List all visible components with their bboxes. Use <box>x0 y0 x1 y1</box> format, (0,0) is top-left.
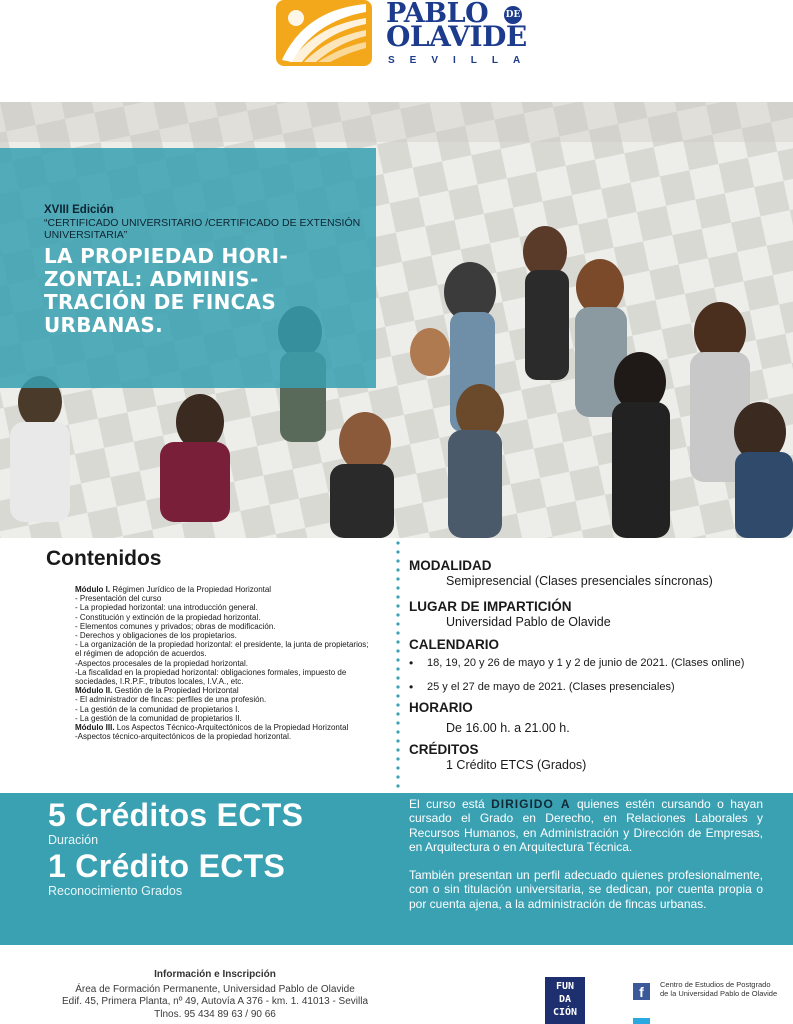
contents-text: - Derechos y obligaciones de los propietarios. <box>75 631 237 641</box>
divider-dot <box>396 694 399 697</box>
contents-text: - El administrador de fincas: perfiles de una profesión. <box>75 695 267 705</box>
contents-line <box>75 695 376 704</box>
divider-dot <box>396 640 399 643</box>
divider-dot <box>396 685 399 688</box>
contents-text: -Aspectos procesales de la propiedad horizontal. <box>75 658 248 668</box>
course-title-line: URBANAS. <box>44 313 163 337</box>
contents-line <box>75 659 376 668</box>
logo-sevilla: SEVILLA <box>388 55 536 66</box>
contents-line <box>75 705 376 714</box>
divider-dot <box>396 550 399 553</box>
calendario-heading: CALENDARIO <box>409 637 499 652</box>
divider-dot <box>396 739 399 742</box>
contents-text: Los Aspectos Técnico-Arquitectónicos de la Propiedad Horizontal <box>114 723 349 733</box>
target-audience <box>409 797 763 911</box>
module-label: Módulo III. <box>75 723 115 733</box>
divider-dot <box>396 568 399 571</box>
course-title-line: LA PROPIEDAD HORI- <box>44 244 288 268</box>
divider-dot <box>396 784 399 787</box>
divider-dot <box>396 622 399 625</box>
contents-text: - Presentación del curso <box>75 594 162 604</box>
contents-text: Gestión de la Propiedad Horizontal <box>112 686 239 696</box>
contents-text: -La fiscalidad en la propiedad horizontal: obligaciones formales, impuesto de sociedades, I.R.P.F., tributos locales, I.V.A., etc. <box>75 667 347 687</box>
divider-dot <box>396 703 399 706</box>
audience-text: quienes estén cursando o hayan cursado el Grado en Derecho, en Relaciones Laborales y Recursos Humanos, en Administración y Dirección de Empresas, en Arquitectura o en Arquitectura Técnica. <box>409 797 763 854</box>
target-audience-p2: También presentan un perfil adecuado quienes profesionalmente, con o sin titulación universitaria, se dedican, por cuenta propia o por cuenta ajena, a la administración de fincas urbanas. <box>409 868 763 911</box>
divider-dot <box>396 748 399 751</box>
credits-summary <box>48 797 388 899</box>
fundacion-line: CIÓN <box>552 1007 578 1018</box>
certificate-type: “CERTIFICADO UNIVERSITARIO /CERTIFICADO DE EXTENSIÓN UNIVERSITARIA” <box>44 217 361 241</box>
contents-line <box>75 603 376 612</box>
credits-band <box>0 793 793 945</box>
ects-recognition-label: Reconocimiento Grados <box>48 884 183 898</box>
divider-dot <box>396 658 399 661</box>
course-title-box <box>0 148 376 388</box>
edition-label: XVIII Edición <box>44 204 114 216</box>
ects-duration: 5 Créditos ECTS <box>48 797 304 833</box>
divider-dot <box>396 721 399 724</box>
ects-duration-label: Duración <box>48 833 99 847</box>
contact-line: Área de Formación Permanente, Universidad Pablo de Olavide <box>75 983 355 995</box>
divider-dot <box>396 613 399 616</box>
contents-text: -Aspectos técnico-arquitectónicos de la propiedad horizontal. <box>75 732 292 742</box>
divider-dot <box>396 649 399 652</box>
twitter-icon[interactable] <box>633 1018 650 1024</box>
logo-pablo: PABLO <box>386 0 489 29</box>
modalidad-heading: MODALIDAD <box>409 558 492 573</box>
course-title-line: TRACIÓN DE FINCAS <box>44 290 277 314</box>
contents-text: - Constitución y extinción de la propiedad horizontal. <box>75 612 261 622</box>
horario-heading: HORARIO <box>409 700 473 715</box>
calendario-item: • 25 y el 27 de mayo de 2021. (Clases presenciales) <box>409 680 779 694</box>
module-label: Módulo I. <box>75 585 111 594</box>
course-title-line: ZONTAL: ADMINIS- <box>44 267 259 291</box>
contents-text: - La gestión de la comunidad de propietarios II. <box>75 713 242 723</box>
facebook-icon[interactable]: f <box>633 983 650 1000</box>
ects-recognition: 1 Crédito ECTS <box>48 848 286 884</box>
divider-dot <box>396 541 399 544</box>
contact-title: Información e Inscripción <box>154 969 276 980</box>
contents-line <box>75 723 376 732</box>
contents-line <box>75 668 376 686</box>
fundacion-line: FUN <box>555 981 575 992</box>
divider-dot <box>396 595 399 598</box>
horario-value: De 16.00 h. a 21.00 h. <box>446 721 570 735</box>
contents-heading: Contenidos <box>46 547 162 570</box>
fundacion-logo <box>545 977 585 1024</box>
contents-section <box>46 547 376 741</box>
divider-dot <box>396 667 399 670</box>
contact-line: Tlnos. 95 434 89 63 / 90 66 <box>154 1008 276 1020</box>
divider-dot <box>396 775 399 778</box>
dotted-divider <box>396 540 400 792</box>
divider-dot <box>396 577 399 580</box>
calendario-item: • 18, 19, 20 y 26 de mayo y 1 y 2 de junio de 2021. (Clases online) <box>409 656 779 670</box>
lugar-heading: LUGAR DE IMPARTICIÓN <box>409 599 572 614</box>
contents-line <box>75 640 376 658</box>
modalidad-value: Semipresencial (Clases presenciales síncronas) <box>446 574 713 588</box>
divider-dot <box>396 676 399 679</box>
divider-dot <box>396 559 399 562</box>
upo-wordmark <box>386 0 536 72</box>
module-label: Módulo II. <box>75 686 113 696</box>
contact-line: Edif. 45, Primera Planta, nº 49, Autovía A 376 - km. 1. 41013 - Sevilla <box>61 996 369 1007</box>
contents-text: - La propiedad horizontal: una introducción general. <box>75 603 258 613</box>
creditos-heading: CRÉDITOS <box>409 742 479 757</box>
audience-text: El curso está <box>409 797 492 811</box>
contents-text: - Elementos comunes y privados; obras de modificación. <box>75 621 276 631</box>
contents-text: - La gestión de la comunidad de propietarios I. <box>75 704 240 714</box>
contents-text: - La organización de la propiedad horizontal: el presidente, la junta de propietarios; el régimen de adopción de acuerdos. <box>75 640 369 659</box>
contents-line <box>75 585 376 594</box>
divider-dot <box>396 631 399 634</box>
logo-olavide: OLAVIDE <box>386 20 527 53</box>
dirigido-a: DIRIGIDO A <box>491 797 571 811</box>
divider-dot <box>396 766 399 769</box>
upo-sun-logo-icon <box>276 0 372 66</box>
contents-line <box>75 594 376 603</box>
contents-text: Régimen Jurídico de la Propiedad Horizontal <box>110 585 272 594</box>
header <box>0 0 793 102</box>
logo-de: DE <box>504 6 522 24</box>
calendario-list <box>409 656 779 694</box>
contact-info <box>20 969 410 1021</box>
creditos-value: 1 Crédito ETCS (Grados) <box>446 758 587 772</box>
contents-line <box>75 631 376 640</box>
course-info <box>409 558 779 773</box>
fundacion-line: DA <box>558 994 572 1005</box>
target-audience-p1 <box>409 797 763 854</box>
divider-dot <box>396 730 399 733</box>
contents-line <box>75 732 376 741</box>
facebook-page-label[interactable]: Centro de Estudios de Postgrado de la Universidad Pablo de Olavide <box>660 980 778 998</box>
contents-line <box>75 714 376 723</box>
divider-dot <box>396 604 399 607</box>
lugar-value: Universidad Pablo de Olavide <box>446 615 611 629</box>
contents-line <box>75 622 376 631</box>
contents-line <box>75 613 376 622</box>
course-title <box>44 245 366 337</box>
contents-line <box>75 686 376 695</box>
divider-dot <box>396 586 399 589</box>
divider-dot <box>396 757 399 760</box>
contents-list <box>46 585 376 741</box>
divider-dot <box>396 712 399 715</box>
